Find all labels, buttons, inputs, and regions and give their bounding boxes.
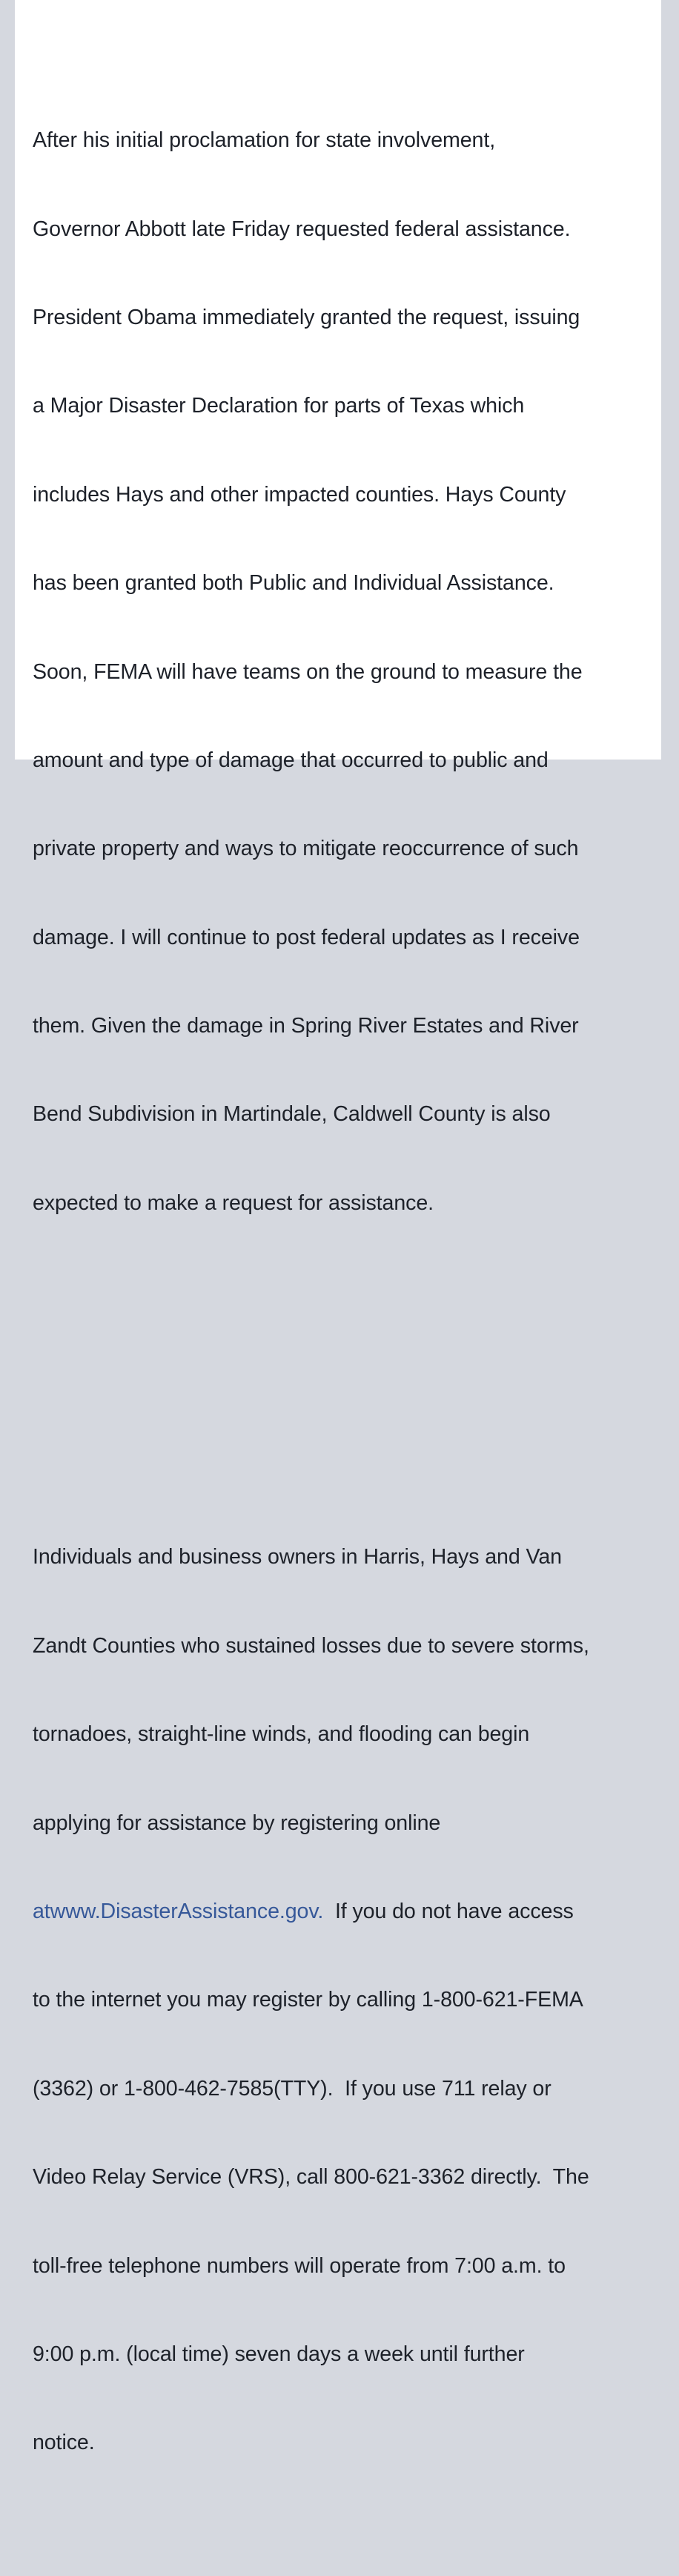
paragraph-2	[33, 1484, 661, 2517]
text-line: Governor Abbott late Friday requested federal assistance.	[33, 217, 571, 241]
text-line: amount and type of damage that occurred to public and	[33, 748, 549, 772]
text-line: them. Given the damage in Spring River Estates and River	[33, 1014, 579, 1038]
text-line: has been granted both Public and Individual Assistance.	[33, 571, 554, 596]
paragraph-1	[33, 67, 661, 1278]
text-line: damage. I will continue to post federal updates as I receive	[33, 925, 580, 949]
text-line: (3362) or 1-800-462-7585(TTY). If you use 711 relay or	[33, 2076, 552, 2101]
text-line: Individuals and business owners in Harris, Hays and Van	[33, 1545, 562, 1569]
link-line-rest: If you do not have access	[323, 1900, 574, 1923]
text-line: a Major Disaster Declaration for parts of Texas which	[33, 394, 525, 418]
text-line: President Obama immediately granted the request, issuing	[33, 305, 580, 329]
text-line: Bend Subdivision in Martindale, Caldwell County is also	[33, 1102, 551, 1127]
text-line: applying for assistance by registering online	[33, 1811, 441, 1835]
text-line: notice.	[33, 2431, 95, 2455]
text-line: Zandt Counties who sustained losses due to severe storms,	[33, 1633, 589, 1658]
paragraph-spacer	[33, 1366, 661, 1396]
text-line: includes Hays and other impacted counties. Hays County	[33, 482, 566, 507]
post-body	[33, 8, 661, 2576]
post-card	[15, 0, 661, 2455]
text-line-with-link	[33, 1897, 661, 1927]
text-line: to the internet you may register by calling 1-800-621-FEMA	[33, 1988, 583, 2012]
text-line: Video Relay Service (VRS), call 800-621-3362 directly. The	[33, 2165, 589, 2190]
disaster-assistance-link[interactable]: atwww.DisasterAssistance.gov.	[33, 1900, 324, 1923]
text-line: private property and ways to mitigate reoccurrence of such	[33, 837, 579, 861]
text-line: 9:00 p.m. (local time) seven days a week until further	[33, 2342, 525, 2366]
text-line: After his initial proclamation for state involvement,	[33, 128, 496, 153]
text-line: expected to make a request for assistance.	[33, 1190, 434, 1215]
text-line: tornadoes, straight-line winds, and flooding can begin	[33, 1722, 530, 1747]
text-line: toll-free telephone numbers will operate from 7:00 a.m. to	[33, 2253, 566, 2278]
text-line: Soon, FEMA will have teams on the ground to measure the	[33, 659, 583, 684]
